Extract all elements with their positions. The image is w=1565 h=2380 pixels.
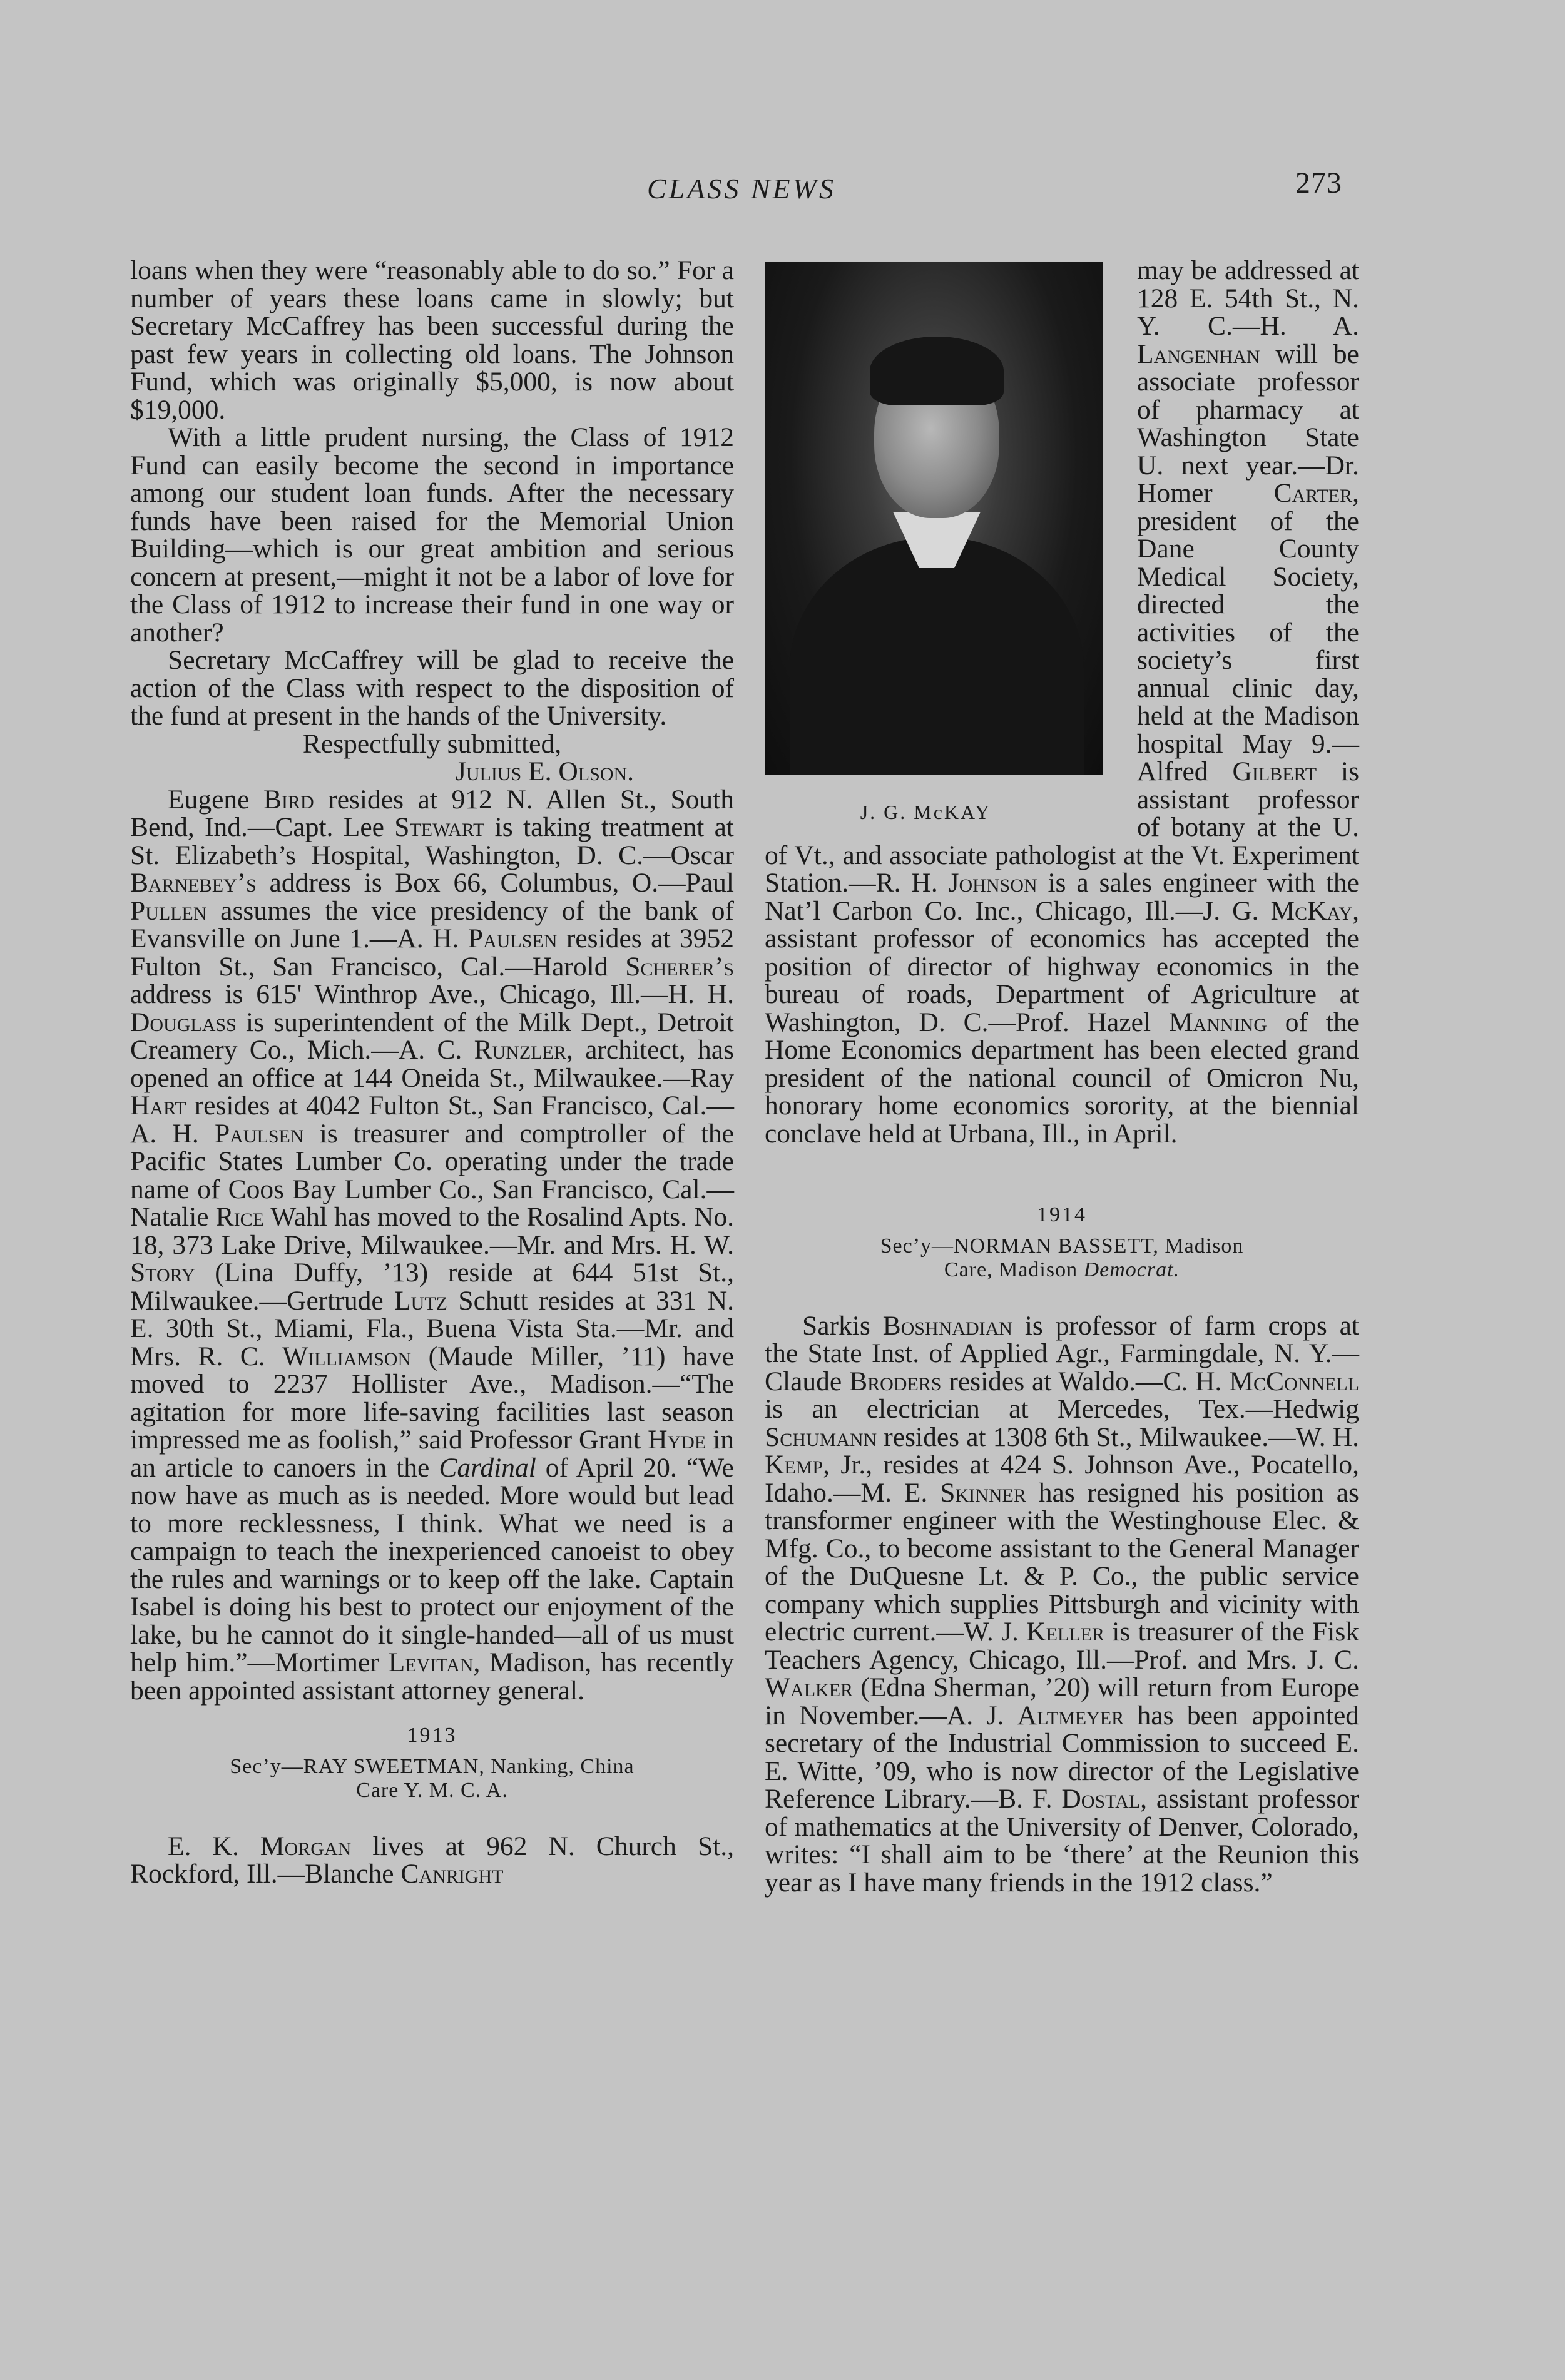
text-run: Eugene xyxy=(168,784,263,815)
person-name: Manning xyxy=(1168,1007,1267,1037)
person-name: Keller xyxy=(1026,1617,1104,1647)
photo-hair xyxy=(870,337,1004,405)
person-name: Morgan xyxy=(260,1831,352,1861)
person-name: Altmeyer xyxy=(1017,1700,1124,1731)
person-name: Runzler xyxy=(474,1035,566,1065)
person-name: Dostal xyxy=(1061,1784,1141,1814)
secretary-line: Sec’y—NORMAN BASSETT, Madison xyxy=(880,1234,1244,1258)
text-run: resides at Waldo.—C. H. xyxy=(941,1366,1230,1396)
secretary-line xyxy=(765,1258,1359,1282)
class-1913-secretary xyxy=(130,1755,734,1803)
person-name: Hart xyxy=(130,1091,186,1121)
class-1914-heading: 1914 xyxy=(1037,1203,1087,1226)
text-run: lives at 962 N. Church St., Rockford, Ill.—Blanche xyxy=(130,1831,734,1889)
person-name: Canright xyxy=(400,1859,504,1889)
photo-block xyxy=(765,257,1112,823)
person-name: Levitan xyxy=(388,1647,474,1677)
person-name: Skinner xyxy=(940,1477,1026,1508)
text-run: resides at 1308 6th St., Milwaukee.—W. H. xyxy=(877,1421,1359,1452)
secretary-care: Care, Madison xyxy=(944,1258,1084,1281)
person-name: Paulsen xyxy=(214,1118,304,1149)
text-run: Wahl has moved to the Rosalind Apts. No. 18, 373 Lake Drive, Milwaukee.—Mr. and Mrs. H. W. xyxy=(130,1202,734,1260)
text-run: in an article to canoers in the xyxy=(130,1425,734,1483)
text-run: (Maude Miller, ’11) have moved to 2237 Hollister Ave., Madison.—“The agitation for more life-saving facilities last season impressed me as foolish,” said Professor Grant xyxy=(130,1341,734,1455)
person-name: Barnebey’s xyxy=(130,868,257,898)
person-name: Williamson xyxy=(282,1341,412,1371)
page-number: 273 xyxy=(1295,166,1342,200)
secretary-line: Care Y. M. C. A. xyxy=(356,1778,508,1802)
text-run: resides at 3952 Fulton St., San Francisco, Cal.—Harold xyxy=(130,923,735,982)
text-run: is treasurer and comptroller of the Pacific States Lumber Co. operating under the trade name of Coos Bay Lumber Co., San Francisco, Cal.—Natalie xyxy=(130,1118,734,1232)
secretary-newspaper: Democrat. xyxy=(1083,1258,1180,1281)
person-name: Gilbert xyxy=(1232,756,1317,786)
text-run: of April 20. “We now have as much as is needed. More would but lead to more recklessness, I think. What we need is a campaign to teach the inexperienced canoeist to obey the rules and warnings or to keep off the lake. Captain Isabel is doing his best to protect our enjoyment of the lake, bu he cannot do it single-handed—all of us must help him.”—Mortimer xyxy=(130,1452,734,1677)
person-name: Bird xyxy=(263,784,314,815)
person-name: McKay xyxy=(1270,895,1353,926)
portrait-photo xyxy=(765,262,1103,775)
text-run: will be associate professor of pharmacy at Washington State U. next year.—Dr. Homer xyxy=(1137,338,1359,508)
closing-line: Respectfully submitted, xyxy=(302,728,562,759)
text-run: Sarkis xyxy=(802,1310,883,1341)
photo-caption: J. G. McKAY xyxy=(860,801,992,823)
person-name: Schumann xyxy=(765,1421,877,1452)
text-run: is professor of farm crops at the State Inst. of Applied Agr., Farmingdale, N. Y.—Claude xyxy=(765,1310,1360,1396)
class-1914-secretary xyxy=(765,1234,1359,1282)
person-name: Broders xyxy=(849,1366,942,1396)
person-name: Douglass xyxy=(130,1007,237,1037)
paragraph: With a little prudent nursing, the Class of 1912 Fund can easily become the second in importance among our student loan funds. After the necessary funds have been raised for the Memorial Union Building—which is our great ambition and serious concern at present,—might it not be a labor of love for the Class of 1912 to increase their fund in one way or another? xyxy=(130,422,734,648)
text-run: (Edna Sherman, ’20) will return from Europe in November.—A. J. xyxy=(765,1672,1359,1731)
text-run: is taking treatment at St. Elizabeth’s Hospital, Washington, D. C.—Oscar xyxy=(130,812,735,870)
continued-news-paragraph xyxy=(765,257,1359,1147)
right-column xyxy=(765,257,1359,1896)
text-run: , president of the Dane County Medical Society, directed the activities of the society’s first annual clinic day, held at the Madison hospital May 9.—Alfred xyxy=(1137,478,1359,786)
text-run: E. K. xyxy=(168,1831,260,1861)
person-name: McConnell xyxy=(1229,1366,1360,1396)
text-run: (Lina Duffy, ’13) reside at 644 51st St., Milwaukee.—Gertrude xyxy=(130,1258,734,1316)
publication-title: Cardinal xyxy=(439,1452,536,1483)
text-run: has been appointed secretary of the Industrial Commission to succeed E. E. Witte, ’09, who is now director of the Legislative Reference Library.—B. F. xyxy=(765,1700,1359,1814)
text-run: Schutt resides at 331 N. E. 30th St., Miami, Fla., Buena Vista Sta.—Mr. and Mrs. R. C. xyxy=(130,1285,734,1371)
person-name: Pullen xyxy=(130,895,207,926)
class-1914-news xyxy=(765,1312,1359,1897)
person-name: Kemp xyxy=(765,1450,823,1480)
text-run: , assistant professor of mathematics at the University of Denver, Colorado, writes: “I shall aim to be ‘there’ at the Reunion this year as I have many friends in the 1912 class.” xyxy=(765,1784,1360,1898)
text-run: , assistant professor of economics has accepted the position of director of highway economics in the bureau of roads, Department of Agriculture at Washington, D. C.—Prof. Hazel xyxy=(765,895,1359,1037)
person-name: Carter xyxy=(1273,478,1353,508)
paragraph: Secretary McCaffrey will be glad to receive the action of the Class with respect to the disposition of the fund at present in the hands of the University. xyxy=(130,645,734,731)
class-1912-news xyxy=(130,786,734,1705)
person-name: Lutz xyxy=(394,1285,447,1316)
text-run: resides at 4042 Fulton St., San Francisco, Cal.—A. H. xyxy=(130,1091,734,1149)
signature: Julius E. Olson. xyxy=(455,756,634,786)
person-name: Walker xyxy=(765,1672,854,1702)
person-name: Rice xyxy=(215,1202,264,1232)
class-1913-news xyxy=(130,1833,734,1888)
text-run: is assistant professor of botany at the U. of Vt., and associate pathologist at the Vt. Experiment Station.—R. H. xyxy=(765,756,1359,898)
text-run: , Madison, has recently been appointed assistant attorney general. xyxy=(130,1647,734,1706)
text-run: address is Box 66, Columbus, O.—Paul xyxy=(256,868,734,898)
paragraph: loans when they were “reasonably able to do so.” For a number of years these loans came in slowly; but Secretary McCaffrey has been successful during the past few years in collecting old loans. The Johnson Fund, which was originally $5,000, is now about $19,000. xyxy=(130,255,734,425)
person-name: Johnson xyxy=(948,868,1037,898)
text-run: is superintendent of the Milk Dept., Detroit Creamery Co., Mich.—A. C. xyxy=(130,1007,734,1065)
text-run: is a sales engineer with the Nat’l Carbon Co. Inc., Chicago, Ill.—J. G. xyxy=(765,868,1359,926)
secretary-line: Sec’y—RAY SWEETMAN, Nanking, China xyxy=(230,1754,635,1778)
left-column xyxy=(130,257,734,1888)
person-name: Boshnadian xyxy=(882,1310,1012,1341)
person-name: Hyde xyxy=(648,1425,706,1455)
person-name: Stewart xyxy=(394,812,485,842)
text-run: has resigned his position as transformer engineer with the Westinghouse Elec. & Mfg. Co., to become assistant to the General Manager of the DuQuesne Lt. & P. Co., the public service company which supplies Pittsburgh and vicinity with electric current.—W. J. xyxy=(765,1477,1359,1647)
person-name: Scherer’s xyxy=(625,951,734,982)
class-1913-heading: 1913 xyxy=(407,1724,457,1747)
person-name: Langenhan xyxy=(1137,338,1260,369)
text-run: is treasurer of the Fisk Teachers Agency, Chicago, Ill.—Prof. and Mrs. J. C. xyxy=(765,1617,1359,1675)
text-run: is an electrician at Mercedes, Tex.—Hedwig xyxy=(765,1394,1359,1424)
text-run: , architect, has opened an office at 144 Oneida St., Milwaukee.—Ray xyxy=(130,1035,734,1093)
text-run: resides at 912 N. Allen St., South Bend, Ind.—Capt. Lee xyxy=(130,784,734,842)
text-run: address is 615' Winthrop Ave., Chicago, Ill.—H. H. xyxy=(130,979,734,1009)
text-run: of the Home Economics department has been elected grand president of the national council of Omicron Nu, honorary home economics sorority, at the biennial conclave held at Urbana, Ill., in April. xyxy=(765,1007,1359,1149)
text-run: assumes the vice presidency of the bank of Evansville on June 1.—A. H. xyxy=(130,895,734,954)
photo-shoulders xyxy=(790,537,1084,775)
running-title: CLASS NEWS xyxy=(647,173,836,205)
person-name: Paulsen xyxy=(467,923,558,954)
text-run: may be addressed at 128 E. 54th St., N. Y. C.—H. A. xyxy=(1137,255,1359,341)
text-run: , Jr., resides at 424 S. Johnson Ave., Pocatello, Idaho.—M. E. xyxy=(765,1450,1359,1508)
person-name: Story xyxy=(130,1258,195,1288)
